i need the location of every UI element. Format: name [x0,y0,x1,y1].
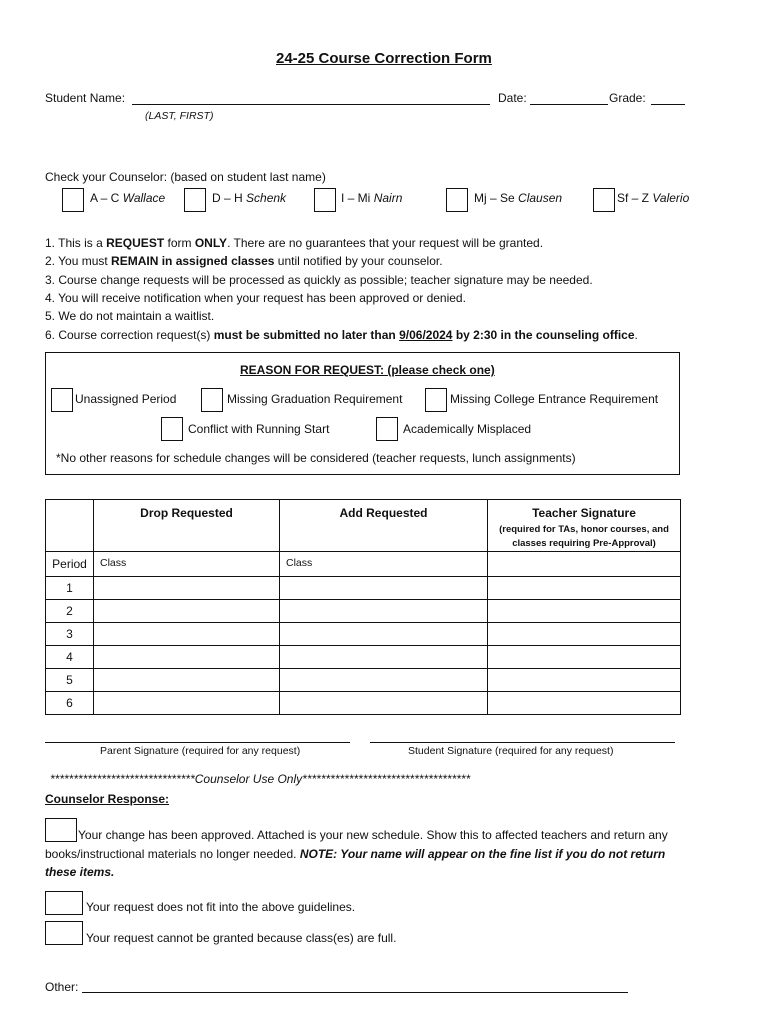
student-signature-label: Student Signature (required for any request) [408,745,614,757]
period-number: 6 [46,692,94,715]
student-signature-line[interactable] [370,742,675,743]
student-name-label: Student Name: [45,91,126,105]
teacher-signature-cell[interactable] [488,669,681,692]
rule-5: 5. We do not maintain a waitlist. [45,309,215,323]
reason-checkbox-graduation[interactable] [201,388,223,412]
counselor-checkbox-schenk[interactable] [184,188,206,212]
teacher-signature-cell[interactable] [488,552,681,577]
counselor-option-clausen: Mj – Se Clausen [474,191,563,205]
teacher-signature-cell[interactable] [488,577,681,600]
add-class-cell[interactable] [280,600,488,623]
add-class-cell[interactable] [280,692,488,715]
counselor-option-valerio: Sf – Z Valerio [617,191,690,205]
form-title: 24-25 Course Correction Form [276,50,492,67]
response-full: Your request cannot be granted because class(es) are full. [86,931,397,945]
drop-header: Drop Requested [94,500,280,552]
drop-class-cell[interactable] [94,577,280,600]
rule-3: 3. Course change requests will be processed as quickly as possible; teacher signature may be needed. [45,273,593,287]
reason-checkbox-misplaced[interactable] [376,417,398,441]
parent-signature-label: Parent Signature (required for any request) [100,745,301,757]
date-label: Date: [498,91,527,105]
add-class-cell[interactable] [280,577,488,600]
counselor-checkbox-nairn[interactable] [314,188,336,212]
counselor-option-wallace: A – C Wallace [90,191,166,205]
teacher-signature-cell[interactable] [488,600,681,623]
drop-class-cell[interactable] [94,600,280,623]
reason-checkbox-running-start[interactable] [161,417,183,441]
rule-4: 4. You will receive notification when your request has been approved or denied. [45,291,466,305]
grade-label: Grade: [609,91,646,105]
rule-2: 2. You must REMAIN in assigned classes until notified by your counselor. [45,254,443,268]
counselor-response-label: Counselor Response: [45,792,170,806]
response-checkbox-full[interactable] [45,921,83,945]
rule-6: 6. Course correction request(s) must be submitted no later than 9/06/2024 by 2:30 in the counseling office. [45,328,638,342]
add-header: Add Requested [280,500,488,552]
reason-label-graduation: Missing Graduation Requirement [227,392,403,406]
student-name-field[interactable] [132,104,490,105]
counselor-use-banner: *******************************Counselor Use Only************************************ [50,772,471,786]
drop-class-cell[interactable] [94,623,280,646]
teacher-signature-cell[interactable] [488,646,681,669]
response-approved-line2: books/instructional materials no longer needed. NOTE: Your name will appear on the fine list if you do not return [45,847,666,861]
counselor-checkbox-clausen[interactable] [446,188,468,212]
reason-checkbox-college[interactable] [425,388,447,412]
counselor-option-nairn: I – Mi Nairn [341,191,403,205]
other-field[interactable] [82,992,628,993]
teacher-signature-cell[interactable] [488,623,681,646]
add-class-cell[interactable] [280,623,488,646]
rule-1: 1. This is a REQUEST form ONLY. There are no guarantees that your request will be granted. [45,236,544,250]
counselor-checkbox-wallace[interactable] [62,188,84,212]
reason-label-misplaced: Academically Misplaced [403,422,532,436]
course-table [45,499,681,715]
response-not-fit: Your request does not fit into the above guidelines. [86,900,356,914]
counselor-option-schenk: D – H Schenk [212,191,287,205]
grade-field[interactable] [651,104,685,105]
parent-signature-line[interactable] [45,742,350,743]
period-label: Period [46,552,94,577]
response-approved-line3: these items. [45,865,115,879]
period-number: 1 [46,577,94,600]
response-checkbox-approved[interactable] [45,818,77,842]
counselor-prompt: Check your Counselor: (based on student last name) [45,170,326,184]
reason-checkbox-unassigned[interactable] [51,388,73,412]
reason-label-unassigned: Unassigned Period [75,392,177,406]
reason-heading: REASON FOR REQUEST: (please check one) [240,363,495,377]
add-class-cell[interactable] [280,646,488,669]
drop-class-cell[interactable] [94,646,280,669]
period-number: 5 [46,669,94,692]
response-approved-line1: Your change has been approved. Attached is your new schedule. Show this to affected teachers and return any [78,828,668,842]
teacher-signature-cell[interactable] [488,692,681,715]
reason-note: *No other reasons for schedule changes will be considered (teacher requests, lunch assignments) [56,451,576,465]
other-label: Other: [45,980,79,994]
period-number: 3 [46,623,94,646]
drop-class-label: Class [94,552,280,577]
add-class-cell[interactable] [280,669,488,692]
teacher-header: Teacher Signature (required for TAs, honor courses, and classes requiring Pre-Approval) [488,500,681,552]
period-header-cell [46,500,94,552]
date-field[interactable] [530,104,608,105]
reason-label-running-start: Conflict with Running Start [188,422,330,436]
drop-class-cell[interactable] [94,669,280,692]
reason-label-college: Missing College Entrance Requirement [450,392,659,406]
period-number: 4 [46,646,94,669]
drop-class-cell[interactable] [94,692,280,715]
add-class-label: Class [280,552,488,577]
student-name-hint: (LAST, FIRST) [145,110,214,122]
response-checkbox-not-fit[interactable] [45,891,83,915]
period-number: 2 [46,600,94,623]
counselor-checkbox-valerio[interactable] [593,188,615,212]
